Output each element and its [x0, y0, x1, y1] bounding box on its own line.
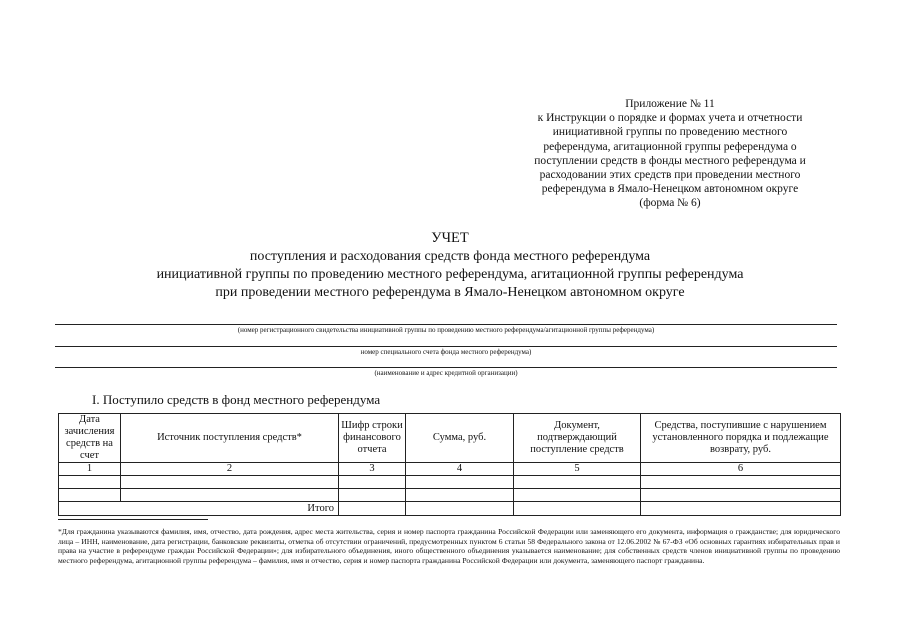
appendix-line: расходовании этих средств при проведении местного	[539, 169, 801, 182]
fill-line-account[interactable]	[55, 346, 837, 347]
table-row	[59, 476, 841, 489]
caption-account: номер специального счета фонда местного референдума)	[360, 348, 532, 356]
table-cell[interactable]	[121, 489, 339, 502]
table-cell[interactable]	[339, 502, 406, 516]
table-cell[interactable]	[641, 476, 841, 489]
income-table	[58, 413, 841, 516]
appendix-line: к Инструкции о порядке и формах учета и отчетности	[537, 112, 803, 125]
column-number: 3	[339, 463, 406, 476]
header-amount: Сумма, руб.	[406, 414, 514, 463]
document-title: УЧЕТ	[431, 230, 469, 246]
table-cell[interactable]	[406, 476, 514, 489]
document-subtitle-line: при проведении местного референдума в Ямало-Ненецком автономном округе	[215, 285, 685, 300]
table-cell[interactable]	[59, 489, 121, 502]
table-cell[interactable]	[514, 476, 641, 489]
appendix-line: поступлении средств в фонды местного референдума и	[534, 154, 806, 167]
header-code: Шифр строки финансового отчета	[339, 414, 406, 463]
total-amount-cell[interactable]	[406, 502, 514, 516]
footnote: *Для гражданина указываются фамилия, имя, отчество, дата рождения, адрес места жительства, серия и номер паспорта гражданина Российской Федерации или заменяющего его документа, информация о гражданстве; для юридического лица – ИНН, наименование, дата регистрации, банковские реквизиты, отметка об отсутствии ограничений, предусмотренных пунктом 6 статьи 58 Федерального закона от 12.06.2002 № 67-ФЗ «Об основных гарантиях избирательных прав и права на участие в референдуме граждан Российской Федерации»; для избирательного объединения, иного общественного объединения указывается наименование; для собственных средств членов инициативной группы по проведению местного референдума, агитационной группы референдума – фамилия, имя и отчество, серия и номер паспорта гражданина Российской Федерации или документа, заменяющего паспорт гражданина.	[58, 527, 840, 565]
table-cell[interactable]	[514, 489, 641, 502]
total-row	[59, 502, 841, 516]
appendix-line: референдума, агитационной группы референдума о	[543, 140, 797, 153]
document-subtitle-line: инициативной группы по проведению местного референдума, агитационной группы референдума	[156, 267, 744, 282]
table-cell[interactable]	[339, 476, 406, 489]
table-cell[interactable]	[406, 489, 514, 502]
column-number: 1	[59, 463, 121, 476]
table-cell[interactable]	[641, 502, 841, 516]
header-violation-funds: Средства, поступившие с нарушением установленного порядка и подлежащие возврату, руб.	[641, 414, 841, 463]
document-subtitle-line: поступления и расходования средств фонда местного референдума	[249, 249, 651, 264]
table-header-row	[59, 414, 841, 463]
header-source: Источник поступления средств*	[121, 414, 339, 463]
table-cell[interactable]	[121, 476, 339, 489]
appendix-line: инициативной группы по проведению местного	[552, 126, 788, 139]
table-cell[interactable]	[514, 502, 641, 516]
table-cell[interactable]	[641, 489, 841, 502]
table-cell[interactable]	[339, 489, 406, 502]
total-label: Итого	[59, 502, 339, 516]
caption-bank: (наименование и адрес кредитной организации)	[374, 369, 518, 377]
header-date: Дата зачисления средств на счет	[59, 414, 121, 463]
header-document: Документ, подтверждающий поступление средств	[514, 414, 641, 463]
column-number: 4	[406, 463, 514, 476]
table-row	[59, 489, 841, 502]
column-number: 6	[641, 463, 841, 476]
appendix-block	[510, 97, 830, 211]
column-number-row	[59, 463, 841, 476]
fill-line-bank[interactable]	[55, 367, 837, 368]
column-number: 2	[121, 463, 339, 476]
appendix-line: Приложение № 11	[625, 98, 715, 110]
column-number: 5	[514, 463, 641, 476]
appendix-line: референдума в Ямало-Ненецком автономном округе	[541, 183, 799, 196]
section-title: I. Поступило средств в фонд местного референдума	[92, 392, 381, 407]
appendix-line: (форма № 6)	[639, 197, 701, 210]
table-cell[interactable]	[59, 476, 121, 489]
fill-line-registration[interactable]	[55, 324, 837, 325]
caption-registration: (номер регистрационного свидетельства инициативной группы по проведению местного референдума/агитационной группы референдума)	[237, 326, 655, 334]
footnote-divider	[58, 519, 208, 520]
